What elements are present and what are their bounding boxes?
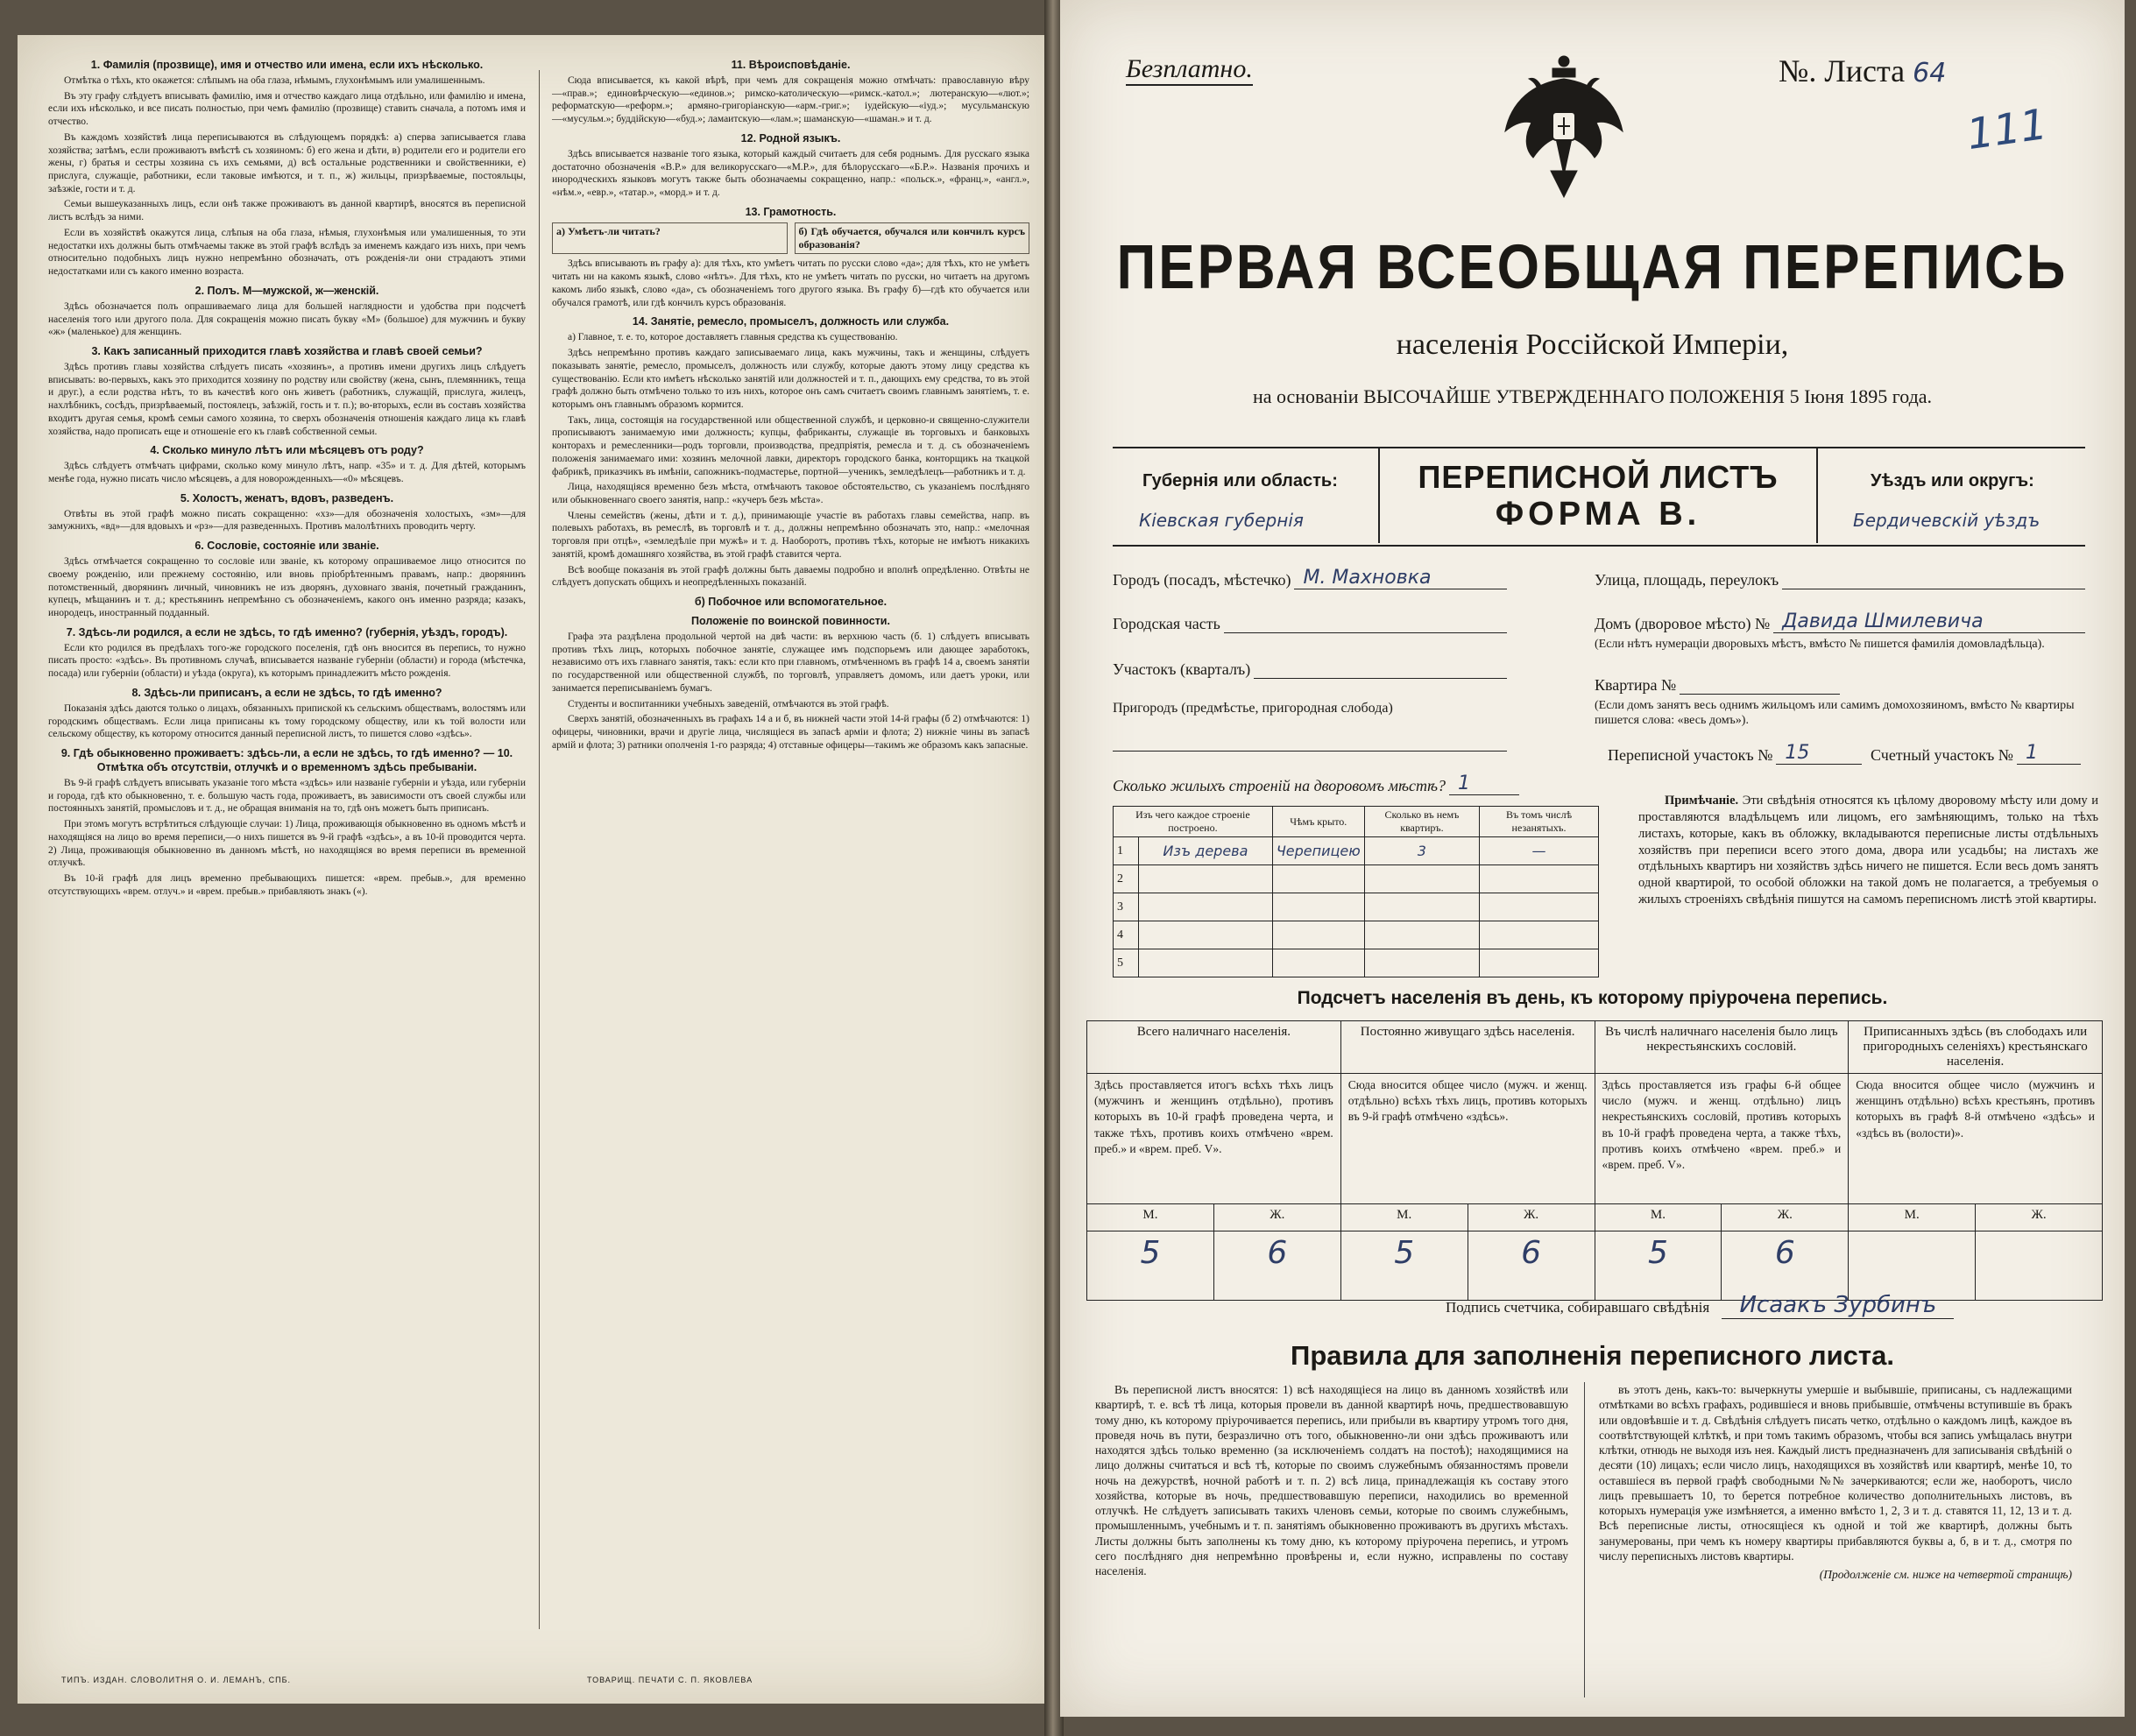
rules-column-1: Въ переписной листъ вносятся: 1) всѣ находящіеся на лицо въ данномъ хозяйствѣ или квартирѣ, т. е. всѣ тѣ лица, которыя провели въ данной квартирѣ ночь, предшествовавшую тому дню, къ которому пріурочивается перепись, или прибыли въ квартиру утромъ того дня, проведя ночь въ пути, безразлично отъ того, обыкновенно-ли они здѣсь проживаютъ или находятся здѣсь только временно (за исключеніемъ солдатъ на постоѣ); находящимися на лицо должны считаться и всѣ тѣ, которые по своимъ служебнымъ обязанностямъ провели ночь на дежурствѣ, ночной работѣ и т. п. 2) всѣ лица, принадлежащія къ составу этого хозяйства, которые въ ночь, предшествовавшую переписи, находились во временной отлучкѣ. Не слѣдуетъ записывать такихъ членовъ семьи, которые по своимъ служебнымъ, промышленнымъ, учебнымъ и т. п. занятіямъ обыкновенно проживаютъ въ другихъ мѣстахъ. Листы должны быть заполнены къ тому дню, къ которому пріурочена перепись, и утромъ сего послѣдняго дня непремѣнно провѣрены и, если нужно, исправлены по составу населенія. bbox=[1095, 1383, 1568, 1578]
corner-handwritten-number: 111 bbox=[1963, 99, 2051, 160]
sheet-number-handwritten: 64 bbox=[1913, 58, 1947, 88]
vacant-cell[interactable] bbox=[1480, 921, 1599, 949]
suburb-line bbox=[1113, 701, 1551, 716]
city-value: М. Махновка bbox=[1303, 567, 1432, 589]
section-paragraph: Въ каждомъ хозяйствѣ лица переписываются въ слѣдующемъ порядкѣ: а) сперва записывается глава хозяйства; затѣмъ, если проживаютъ вмѣстѣ съ хозяиномъ: б) его жена и дѣти, в) родители его и родители его жены, г) братья и сестры хозяина съ ихъ семьями, д) всѣ остальные родственники и свойственники, е) прислуга, служащіе, работники, если таковые имѣются, и т. п., ж) жильцы, призрѣваемые, постояльцы, заѣзжіе, гости и т. д. bbox=[48, 131, 526, 194]
section-paragraph: Здѣсь обозначается полъ опрашиваемаго лица для большей наглядности и удобства при подсчетѣ населенія того или другого пола. Для сокращенія можно писать букву «М» (большое) для мужчинъ и букву «ж» (маленькое) для женщинъ. bbox=[48, 300, 526, 338]
census-area-label: Переписной участокъ № bbox=[1608, 746, 1773, 764]
column-header: Изъ чего каждое строеніе построено. bbox=[1114, 807, 1273, 837]
row-number: 3 bbox=[1114, 893, 1139, 921]
column-header: Въ томъ числѣ незанятыхъ. bbox=[1480, 807, 1599, 837]
row-number: 1 bbox=[1114, 837, 1139, 865]
quarter-label: Участокъ (кварталъ) bbox=[1113, 660, 1251, 678]
form-title: ПЕРЕПИСНОЙ ЛИСТЪ bbox=[1418, 459, 1779, 495]
table-row bbox=[1087, 1074, 2103, 1204]
roof-cell[interactable] bbox=[1272, 949, 1364, 977]
section-paragraph: Въ 9-й графѣ слѣдуетъ вписывать указаніе того мѣста «здѣсь» или названіе губерніи и уѣзда, или губерніи и города, гдѣ кто обыкновенно, т. е. большую часть года, проживаетъ, въ зависимости отъ своей службы или постоянныхъ занятій, промысловъ и т. д., не обращая вниманія на то, гдѣ онъ можетъ быть приписанъ. bbox=[48, 778, 526, 815]
section-paragraph: Такъ, лица, состоящія на государственной или общественной службѣ, и церковно-и священно-служители прописываютъ занимаемую ими должность; купцы, фабриканты, служащіе въ торговыхъ и банковыхъ конторахъ и ремесленники—родъ торговли, производства, предпріятія, ремесла и т. д. съ обозначеніемъ положенія занимаемаго ими: хозяинъ мелочной лавки, директоръ городского банка, конторщикъ на ткацкой фабрикѣ, приказчикъ въ имѣніи, сапожникъ-подмастерье, портной—ученикъ, земледѣлецъ—работникъ и т. д. bbox=[552, 414, 1029, 477]
table-row bbox=[1114, 921, 1599, 949]
column-divider bbox=[539, 70, 540, 1629]
section-title: Положеніе по воинской повинности. bbox=[691, 615, 890, 627]
count-area-value: 1 bbox=[2025, 742, 2038, 764]
section-paragraph: а) Главное, т. е. то, которое доставляетъ главныя средства къ существованію. bbox=[568, 332, 898, 343]
form-title-cell bbox=[1380, 448, 1818, 543]
buildings-question: Сколько жилыхъ строеній на дворовомъ мѣстѣ? bbox=[1113, 777, 1446, 794]
buildings-answer: 1 bbox=[1457, 773, 1470, 794]
material-cell[interactable] bbox=[1139, 865, 1273, 893]
section-paragraph: Члены семействъ (жены, дѣти и т. д.), принимающіе участіе въ работахъ главы семейства, напр. въ полевыхъ работахъ, въ ремеслѣ, въ торговлѣ и т. д., должны непремѣнно обозначать это, напр.: «мелочная торговля при отцѣ», «земледѣліе при мужѣ» и т. д. Наоборотъ, противъ тѣхъ, которые не имѣютъ никакихъ занятій, кромѣ домашняго хозяйства, въ этой графѣ ставится черта. bbox=[552, 510, 1029, 560]
female-count-cell[interactable] bbox=[1213, 1231, 1340, 1301]
literacy-subhead-b: б) Гдѣ обучается, обучался или кончилъ курсъ образованія? bbox=[795, 222, 1030, 255]
column-header: Приписанныхъ здѣсь (въ слободахъ или пригородныхъ селеніяхъ) крестьянскаго населенія. bbox=[1849, 1021, 2103, 1074]
section-paragraph: Семьи вышеуказанныхъ лицъ, если онѣ также проживаютъ въ данной квартирѣ, вносятся въ переписной листъ вслѣдъ за ними. bbox=[48, 199, 526, 223]
apartment-line bbox=[1595, 674, 1840, 695]
female-count-cell[interactable] bbox=[1722, 1231, 1849, 1301]
material-cell[interactable] bbox=[1139, 921, 1273, 949]
apartments-cell[interactable] bbox=[1364, 893, 1479, 921]
apartments-cell[interactable] bbox=[1364, 921, 1479, 949]
section-title: 5. Холостъ, женатъ, вдовъ, разведенъ. bbox=[180, 491, 394, 505]
male-column-label: М. bbox=[1340, 1204, 1468, 1231]
literacy-subheads bbox=[552, 222, 1029, 255]
literacy-subhead-a: а) Умѣетъ-ли читать? bbox=[552, 222, 788, 255]
city-label: Городъ (посадъ, мѣстечко) bbox=[1113, 571, 1291, 589]
section-paragraph: Здѣсь непремѣнно противъ каждаго записываемаго лица, какъ мужчины, такъ и женщины, слѣдуетъ показывать занятіе, ремесло, промыселъ, должность или службу, которые даютъ этому лицу средства къ существованію. Если кто имѣетъ нѣсколько занятій или должностей и т. п., дающихъ ему средства, то въ этой графѣ должно быть отмѣчено только то изъ нихъ, которое онъ самъ считаетъ своимъ главнымъ занятіемъ, т. е. которымъ онъ главнымъ образомъ кормится. bbox=[552, 348, 1029, 410]
female-column-label: Ж. bbox=[1976, 1204, 2103, 1231]
enumerator-signature-line bbox=[1446, 1292, 1954, 1318]
table-row bbox=[1114, 837, 1599, 865]
quarter-field[interactable] bbox=[1254, 659, 1507, 679]
street-line bbox=[1595, 569, 2085, 589]
population-count-title: Подсчетъ населенія въ день, къ которому пріурочена перепись. bbox=[1297, 988, 1888, 1008]
enumerator-signature[interactable]: Исаакъ Зурбинъ bbox=[1722, 1292, 1954, 1319]
subtitle: населенія Россійской Имперіи, bbox=[1396, 328, 1789, 361]
section-paragraph: Отмѣтка о тѣхъ, кто окажется: слѣпымъ на оба глаза, нѣмымъ, глухонѣмымъ или умалишеннымъ. bbox=[64, 75, 485, 86]
count-area-field[interactable] bbox=[2017, 742, 2081, 765]
section-paragraph: Лица, находящіяся временно безъ мѣста, отмѣчаютъ таковое обстоятельство, съ указаніемъ послѣдняго или обыкновеннаго своего занятія, напр.: «кучеръ безъ мѣста». bbox=[552, 482, 1029, 505]
section-title: 6. Сословіе, состояніе или званіе. bbox=[195, 540, 379, 553]
material-cell[interactable]: Изъ дерева bbox=[1139, 837, 1273, 865]
quarter-line bbox=[1113, 659, 1507, 679]
rules-column-2 bbox=[1599, 1382, 2072, 1582]
instructions-page bbox=[18, 35, 1047, 1704]
house-label: Домъ (дворовое мѣсто) № bbox=[1595, 615, 1771, 632]
material-cell[interactable] bbox=[1139, 949, 1273, 977]
apartment-note: (Если домъ занятъ весь однимъ жильцомъ или самимъ домохозяиномъ, вмѣсто № квартиры пишется слова: «весь домъ»). bbox=[1595, 699, 2075, 727]
roof-cell[interactable] bbox=[1272, 893, 1364, 921]
gubernia-cell bbox=[1113, 448, 1380, 543]
column-description: Сюда вносится общее число (мужчинъ и женщинъ отдѣльно) всѣхъ крестьянъ, противъ которыхъ въ графѣ 8-й отмѣчено «здѣсь» и «здѣсь въ (волости)». bbox=[1849, 1074, 2103, 1204]
buildings-table-body bbox=[1114, 837, 1599, 977]
census-area-field[interactable] bbox=[1776, 742, 1862, 765]
legal-basis-line: на основаніи ВЫСОЧАЙШЕ УТВЕРЖДЕННАГО ПОЛОЖЕНІЯ 5 Іюня 1895 года. bbox=[1252, 385, 1933, 407]
female-count: 6 bbox=[1521, 1235, 1542, 1271]
vacant-cell[interactable]: — bbox=[1480, 837, 1599, 865]
section-title: 13. Грамотность. bbox=[745, 205, 837, 218]
section-title: б) Побочное или вспомогательное. bbox=[694, 596, 888, 608]
count-area-label: Счетный участокъ № bbox=[1871, 746, 2013, 764]
house-field[interactable] bbox=[1773, 610, 2085, 633]
buildings-answer-field[interactable] bbox=[1449, 775, 1519, 795]
apartments-cell[interactable] bbox=[1364, 949, 1479, 977]
gubernia-value[interactable]: Кіевская губернія bbox=[1139, 510, 1304, 531]
suburb-label: Пригородъ (предмѣстье, пригородная слобода) bbox=[1113, 701, 1393, 716]
suburb-line-2 bbox=[1113, 731, 1507, 752]
sheet-number bbox=[1779, 53, 1946, 89]
section-paragraph: Здѣсь противъ главы хозяйства слѣдуетъ писать «хозяинъ», а противъ имени другихъ лицъ слѣдуетъ вписывать: во-первыхъ, какъ это приходится хозяину по родству или свойству (жена, сынъ, племянникъ, теща и друг.), а если родства нѣтъ, то въ качествѣ кого онъ живетъ (работникъ, служащій, прислуга, жилецъ, нахлѣбникъ, сосѣдъ, призрѣваемый, постоялецъ, заѣзжій, гость и т. п.); во-вторыхъ, если въ составъ хозяйства входитъ другая семья, кромѣ семьи самого хозяина, то сверхъ обозначенія отношенія каждаго лица къ главѣ хозяйства, надо прописать еще и отношеніе его къ главѣ собственной семьи. bbox=[48, 361, 526, 437]
section-paragraph: Здѣсь вписывается названіе того языка, который каждый считаетъ для себя роднымъ. Для русскаго языка достаточно обозначенія «В.Р.» для великорусскаго—«М.Р.», для бѣлорусскаго—«Б.Р.». Названія прочихъ и инородческихъ языковъ могутъ также быть обозначаемы сокращенно, напр.: «польск.», «франц.», «англ.», «нѣм.», «евр.», «татар.», «морд.» и т. д. bbox=[552, 148, 1029, 199]
district-label: Городская часть bbox=[1113, 615, 1220, 632]
row-number: 4 bbox=[1114, 921, 1139, 949]
form-header-frame bbox=[1113, 447, 2085, 547]
male-column-label: М. bbox=[1849, 1204, 1976, 1231]
section-paragraph: Сверхъ занятій, обозначенныхъ въ графахъ 14 а и б, въ нижней части этой 14-й графы (б 2) отмѣчаются: 1) офицеры, чиновники, врачи и другіе лица, числящіеся въ запасѣ арміи и флота; 2) нижніе чины въ запасѣ армій и флота; 3) ратники ополченія 1-го разряда; 4) отставные офицеры—такимъ же образомъ какъ запасные. bbox=[552, 714, 1029, 751]
table-row bbox=[1114, 949, 1599, 977]
section-title: 3. Какъ записанный приходится главѣ хозяйства и главѣ своей семьи? bbox=[91, 344, 483, 357]
free-label: Безплатно. bbox=[1126, 54, 1253, 86]
street-field[interactable] bbox=[1782, 569, 2085, 589]
section-paragraph: Въ 10-й графѣ для лицъ временно пребывающихъ пишется: «врем. пребыв.», для временно отсутствующихъ «врем. отлуч.» и «врем. пребыв.» прибавляють знакъ («). bbox=[48, 873, 526, 897]
col2-top-sections bbox=[552, 58, 1029, 219]
rules-column-2-text: въ этотъ день, какъ-то: вычеркнуты умершіе и выбывшіе, приписаны, съ надлежащими отмѣтками во всѣхъ графахъ, родившіеся и вновь прибывшіе, отмѣчены вступившіе въ бракъ или овдовѣвшіе и т. д. Свѣдѣнія слѣдуетъ писать четко, отдѣльно о каждомъ лицѣ, каждое въ соотвѣтствующей клѣткѣ, и при томъ такимъ образомъ, чтобы вся запись умѣщалась внутри клѣтки, отнюдь не выходя изъ нея. Каждый листъ предназначенъ для записыванія свѣдѣній о десяти (10) лицахъ; если число лицъ, находящихся въ хозяйствѣ или квартирѣ, менѣе 10, то оставшіеся въ первой графѣ свободными №№ зачеркиваются; если же, наоборотъ, число лицъ превышаетъ 10, то берется потребное количество дополнительныхъ листовъ, въ которыхъ нумерація уже измѣняется, а именно вмѣсто 1, 2, 3 и т. д. ставятся 11, 12, 13 и т. д. Всѣ переписные листы, относящіеся къ одной и той же квартирѣ, должны быть занумерованы, при чемъ къ номеру квартиры прибавляются буквы а, б, в и т. д., смотря по числу переписныхъ листовъ квартиры. bbox=[1599, 1383, 2072, 1563]
vacant-cell[interactable] bbox=[1480, 949, 1599, 977]
city-field[interactable] bbox=[1294, 569, 1507, 589]
uezd-value[interactable]: Бердичевскій уѣздъ bbox=[1853, 510, 2041, 531]
section-title: 8. Здѣсь-ли приписанъ, а если не здѣсь, то гдѣ именно? bbox=[131, 686, 442, 699]
column-description: Здѣсь проставляется итогъ всѣхъ тѣхъ лицъ (мужчинъ и женщинъ отдѣльно), противъ которыхъ въ 10-й графѣ проведена черта, и также тѣхъ, противъ коихъ отмѣчено «врем. преб.» и «врем. преб. V». bbox=[1087, 1074, 1341, 1204]
count-area-line bbox=[1871, 742, 2081, 765]
vacant-cell[interactable] bbox=[1480, 893, 1599, 921]
female-count-cell[interactable] bbox=[1976, 1231, 2103, 1301]
table-row bbox=[1114, 893, 1599, 921]
column-description: Здѣсь проставляется изъ графы 6-й общее число (мужч. и женщ. отдѣльно) лицъ некрестьянскихъ сословій, противъ которыхъ въ 10-й графѣ проведена черта, а также тѣхъ, противъ коихъ отмѣчено «врем. преб.» и «врем. преб. V». bbox=[1595, 1074, 1849, 1204]
suburb-field[interactable] bbox=[1113, 731, 1507, 752]
female-column-label: Ж. bbox=[1468, 1204, 1595, 1231]
column-header: Сколько въ немъ квартиръ. bbox=[1364, 807, 1479, 837]
roof-cell[interactable] bbox=[1272, 921, 1364, 949]
section-title: 1. Фамилія (прозвище), имя и отчество или имена, если ихъ нѣсколько. bbox=[90, 59, 484, 71]
continuation-note: (Продолженіе см. ниже на четвертой страницѣ) bbox=[1819, 1568, 2072, 1582]
rules-title: Правила для заполненія переписного листа. bbox=[1291, 1340, 1894, 1371]
row-number: 5 bbox=[1114, 949, 1139, 977]
male-count-cell[interactable] bbox=[1595, 1231, 1722, 1301]
female-count: 6 bbox=[1267, 1235, 1288, 1271]
census-form-page bbox=[1060, 0, 2125, 1717]
male-count-cell[interactable] bbox=[1087, 1231, 1214, 1301]
section-title: 12. Родной языкъ. bbox=[740, 131, 841, 145]
instructions-column-2 bbox=[552, 53, 1029, 1651]
table-header-row bbox=[1114, 807, 1599, 837]
section-paragraph: Графа эта раздѣлена продольной чертой на двѣ части: въ верхнюю часть (б. 1) слѣдуетъ вписывать противъ тѣхъ лицъ, которыхъ побочное занятіе, служащее имъ подспорьемъ или дающее заработокъ, независимо отъ ихъ главнаго занятія, такъ: если кто при главномъ, отмѣченномъ въ графѣ 14 а, своемъ занятіи по государственной или общественной службѣ, по торговлѣ, управляетъ домомъ, или даетъ уроки, или занимается переписываніемъ бумагъ. bbox=[552, 632, 1029, 694]
male-count-cell[interactable] bbox=[1340, 1231, 1468, 1301]
section-paragraph: Показанія здѣсь даются только о лицахъ, обязанныхъ припиской къ сельскимъ обществамъ, волостямъ или городскимъ обществамъ. Если лица приписаны къ тому городскому обществу, или къ той волости или сельскому обществу, къ которому относится данный переписной листъ, то пишется слово «здѣсь». bbox=[48, 702, 526, 740]
section-paragraph: Если кто родился въ предѣлахъ того-же городского поселенія, гдѣ онъ вносится въ перепись, то нужно писать просто: «здѣсь». Въ противномъ случаѣ, вписывается названіе губерніи (области) и города (мѣстечка, посада) или губерніи (области) и уѣзда (округа), къ которымъ принадлежитъ мѣсто рожденія. bbox=[48, 642, 526, 680]
female-column-label: Ж. bbox=[1722, 1204, 1849, 1231]
table-row bbox=[1114, 865, 1599, 893]
uezd-cell bbox=[1818, 448, 2085, 543]
imperial-eagle-icon bbox=[1498, 53, 1630, 201]
column-header: Въ числѣ наличнаго населенія было лицъ некрестьянскихъ сословій. bbox=[1595, 1021, 1849, 1074]
table-header-row bbox=[1087, 1021, 2103, 1074]
population-count-table bbox=[1086, 1020, 2103, 1301]
column-header: Постоянно живущаго здѣсь населенія. bbox=[1340, 1021, 1595, 1074]
section-paragraph: Здѣсь отмѣчается сокращенно то сословіе или званіе, къ которому опрашиваемое лицо относится по своему рожденію, или прежнему состоянію, или вновь пріобрѣтеннымъ правамъ, напр.: дворянинъ потомственный, дворянинъ личный, чиновникъ не изъ дворянъ, духовнаго званія, почетный гражданинъ, купецъ, мѣщанинъ и т. д.; крестьянинъ непремѣнно съ обозначеніемъ, какого онъ именно разряда; казакъ, инородецъ, иностранный подданный. bbox=[48, 556, 526, 618]
city-line bbox=[1113, 569, 1507, 589]
printer-imprint: ТОВАРИЩ. ПЕЧАТИ С. П. ЯКОВЛЕВА bbox=[587, 1676, 753, 1684]
male-count: 5 bbox=[1647, 1235, 1668, 1271]
form-type: ФОРМА В. bbox=[1495, 496, 1701, 533]
row-number: 2 bbox=[1114, 865, 1139, 893]
female-count-cell[interactable] bbox=[1468, 1231, 1595, 1301]
uezd-label: Уѣздъ или округъ: bbox=[1871, 471, 2034, 490]
rules-divider bbox=[1584, 1382, 1585, 1697]
table-row bbox=[1087, 1204, 2103, 1231]
apartment-label: Квартира № bbox=[1595, 676, 1677, 694]
table-row bbox=[1087, 1231, 2103, 1301]
section-title: 9. Гдѣ обыкновенно проживаетъ: здѣсь-ли, а если не здѣсь, то гдѣ именно? — 10. Отмѣтка объ отсутствіи, отлучкѣ и о временномъ здѣсь пребываніи. bbox=[60, 747, 513, 774]
district-line bbox=[1113, 613, 1507, 633]
section-title: 4. Сколько минуло лѣтъ или мѣсяцевъ отъ роду? bbox=[150, 444, 424, 457]
column-description: Сюда вносится общее число (мужч. и женщ. отдѣльно) всѣхъ тѣхъ лицъ, противъ которыхъ въ 9-й графѣ отмѣчено «здѣсь». bbox=[1340, 1074, 1595, 1204]
section-paragraph: При этомъ могутъ встрѣтиться слѣдующіе случаи: 1) Лица, проживающія обыкновенно въ одномъ мѣстѣ и находящіяся на лицо во время переписи,—о нихъ пишется въ 9-й графѣ «здѣсь», а въ 10-й проводится черта. 2) Лица, проживающія обыкновенно въ данномъ мѣстѣ, но находящіяся во время переписи въ временной отлучкѣ. bbox=[48, 819, 526, 869]
note-text: Эти свѣдѣнія относятся къ цѣлому дворовому мѣсту или дому и проставляются владѣльцемъ или лицомъ, его замѣняющимъ, только на тѣхъ листахъ, которые, какъ въ обложку, вкладываются переписные листы отдѣльныхъ хозяйствъ при переписи всего этого дома, двора или усадьбы; на листахъ же отдѣльныхъ квартиръ ни хозяйствъ здѣсь ничего не пишется. Если весь домъ занятъ одной квартирой, то особой обложки на такой домъ не полагается, а требуемыя о жилыхъ строеніяхъ свѣдѣнія пишутся на самомъ переписномъ листѣ этой квартиры. bbox=[1638, 794, 2099, 907]
roof-cell[interactable]: Черепицею bbox=[1272, 837, 1364, 865]
female-column-label: Ж. bbox=[1213, 1204, 1340, 1231]
section-paragraph: Всѣ вообще показанія въ этой графѣ должны быть даваемы подробно и вполнѣ опредѣленно. Отвѣты не слѣдуетъ допускать общихъ и неопредѣленныхъ показаній. bbox=[552, 564, 1029, 589]
census-area-value: 15 bbox=[1785, 742, 1810, 764]
enumerator-label: Подпись счетчика, собиравшаго свѣдѣнія bbox=[1446, 1299, 1710, 1316]
printer-imprint: ТИПЪ. ИЗДАН. СЛОВОЛИТНЯ О. И. ЛЕМАНЪ, СПБ. bbox=[61, 1676, 292, 1684]
note-heading: Примѣчаніе. bbox=[1665, 794, 1739, 808]
gubernia-label: Губернія или область: bbox=[1142, 471, 1338, 490]
male-column-label: М. bbox=[1087, 1204, 1214, 1231]
male-column-label: М. bbox=[1595, 1204, 1722, 1231]
male-count: 5 bbox=[1394, 1235, 1415, 1271]
section-title: 2. Полъ. М—мужской, ж—женскій. bbox=[195, 284, 379, 297]
house-value: Давида Шмилевича bbox=[1782, 610, 1984, 632]
column-header: Всего наличнаго населенія. bbox=[1087, 1021, 1341, 1074]
section-paragraph: Если въ хозяйствѣ окажутся лица, слѣпыя на оба глаза, нѣмыя, глухонѣмыя или умалишенныя, то эти недостатки ихъ должны быть отмѣчаемы также въ этой графѣ вслѣдъ за именемъ каждаго изъ нихъ, при чемъ относительно подобныхъ лицъ нужно непремѣнно обозначать, отъ рожденія-ли они страдаютъ этими недостатками или съ какого именно возраста. bbox=[48, 227, 526, 278]
sheet-number-label: №. Листа bbox=[1779, 53, 1906, 88]
section-paragraph: Сюда вписывается, къ какой вѣрѣ, при чемъ для сокращенія можно отмѣчать: православную вѣру—«прав.»; единовѣрческую—«единов.»; римско-католическую—«римск.-катол.»; лютеранскую—«лют.»; реформатскую—«реформ.»; армяно-григоріанскую—«арм.-григ.»; іудейскую—«іуд.»; мусульманскую—«мусульм.»; буддійскую—«буд.»; ламаитскую—«лам.»; шаманскую—«шаман.» и т. д. bbox=[552, 75, 1029, 125]
note-block bbox=[1638, 793, 2098, 908]
buildings-question-line bbox=[1113, 775, 1603, 795]
male-count: 5 bbox=[1140, 1235, 1161, 1271]
district-field[interactable] bbox=[1224, 613, 1507, 633]
section-paragraph: Студенты и воспитанники учебныхъ заведеній, отмѣчаются въ этой графѣ. bbox=[568, 698, 889, 709]
apartments-cell[interactable]: 3 bbox=[1364, 837, 1479, 865]
buildings-table bbox=[1113, 806, 1599, 977]
apartments-cell[interactable] bbox=[1364, 865, 1479, 893]
apartment-field[interactable] bbox=[1680, 674, 1840, 695]
instructions-column-1 bbox=[48, 53, 526, 1651]
vacant-cell[interactable] bbox=[1480, 865, 1599, 893]
male-count-cell[interactable] bbox=[1849, 1231, 1976, 1301]
census-area-line bbox=[1608, 742, 1862, 765]
col2-bottom-sections bbox=[552, 258, 1029, 752]
section-paragraph: Здѣсь слѣдуетъ отмѣчать цифрами, сколько кому минуло лѣтъ, напр. «35» и т. д. Для дѣтей, которымъ менѣе года, нужно писать число мѣсяцевъ, а для новорожденныхъ—«0» мѣсяцевъ. bbox=[48, 461, 526, 484]
section-paragraph: Здѣсь вписывають въ графу а): для тѣхъ, кто умѣетъ читать по русски слово «да»; для тѣхъ, кто не умѣетъ читать ни на какомъ языкѣ, слово «нѣтъ». Для тѣхъ, кто не умѣетъ читать по русски, но читаетъ на другомъ какомъ либо языкѣ, слово «да», съ обозначеніемъ того другого языка. Въ графу б)—гдѣ кто обучается или обучался грамотѣ, или гдѣ кончилъ курсъ образованія. bbox=[552, 258, 1029, 308]
section-title: 11. Вѣроисповѣданіе. bbox=[731, 59, 851, 71]
section-title: 7. Здѣсь-ли родился, а если не здѣсь, то гдѣ именно? (губернія, уѣздъ, городъ). bbox=[66, 625, 508, 639]
street-label: Улица, площадь, переулокъ bbox=[1595, 571, 1779, 589]
section-paragraph: Отвѣты въ этой графѣ можно писать сокращенно: «хз»—для обозначенія холостыхъ, «зм»—для замужнихъ, «вд»—для вдовыхъ и «рз»—для разведенныхъ. Противъ малолѣтнихъ проводить черту. bbox=[48, 508, 526, 533]
female-count: 6 bbox=[1774, 1235, 1795, 1271]
section-paragraph: Въ эту графу слѣдуетъ вписывать фамилію, имя и отчество каждаго лица отдѣльно, или фамилію и имена, если ихъ нѣсколько, и все писать полностью, при чемъ фамилію (прозвище) ставить сначала, а потомъ имя и отчество. bbox=[48, 90, 526, 128]
column-header: Чѣмъ крыто. bbox=[1272, 807, 1364, 837]
house-line bbox=[1595, 610, 2085, 633]
house-note: (Если нѣтъ нумераціи дворовыхъ мѣстъ, вмѣсто № пишется фамилія домовладѣльца). bbox=[1595, 638, 2045, 651]
roof-cell[interactable] bbox=[1272, 865, 1364, 893]
material-cell[interactable] bbox=[1139, 893, 1273, 921]
section-title: 14. Занятіе, ремесло, промыселъ, должность или служба. bbox=[632, 315, 950, 328]
main-title: ПЕРВАЯ ВСЕОБЩАЯ ПЕРЕПИСЬ bbox=[1116, 232, 2069, 303]
